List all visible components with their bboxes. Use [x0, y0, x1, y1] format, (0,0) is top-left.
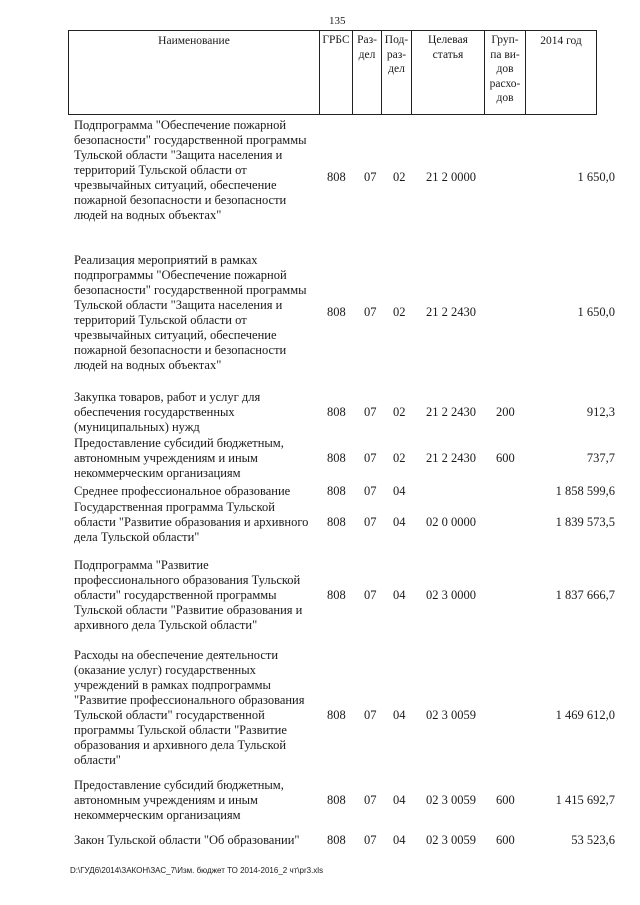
- row-name: Закон Тульской области "Об образовании": [74, 833, 300, 847]
- row-name: Предоставление субсидий бюджетным, автономным учреждениям и иным некоммерческим организациям: [74, 778, 284, 822]
- header-podrazdel: Под- раз- дел: [382, 31, 412, 115]
- row-razdel: 07: [364, 833, 377, 847]
- row-podrazdel: 02: [393, 405, 406, 419]
- row-name: Реализация мероприятий в рамках подпрограммы "Обеспечение пожарной безопасности" государственной программы Тульской области "Защита населения и территорий Тульской области от чрезвычайных ситуаций, обеспечение пожарной безопасности и безопасности людей на водных объектах": [74, 253, 307, 372]
- row-name: Предоставление субсидий бюджетным, автономным учреждениям и иным некоммерческим организациям: [74, 436, 284, 480]
- row-amount: 1 837 666,7: [555, 588, 615, 602]
- row-grbs: 808: [327, 451, 346, 465]
- row-razdel: 07: [364, 708, 377, 722]
- row-podrazdel: 04: [393, 588, 406, 602]
- header-group: Груп- па ви- дов расхо- дов: [485, 31, 526, 115]
- row-name: Расходы на обеспечение деятельности (оказание услуг) государственных учреждений в рамках подпрограммы "Развитие профессионального образования Тульской области" государственной программы Тульской области "Развитие образования и архивного дела Тульской области": [74, 648, 305, 767]
- row-group: 600: [496, 451, 515, 465]
- row-grbs: 808: [327, 515, 346, 529]
- header-grbs: ГРБС: [320, 31, 353, 115]
- row-target: 21 2 2430: [426, 451, 476, 465]
- row-podrazdel: 04: [393, 833, 406, 847]
- row-target: 02 3 0059: [426, 793, 476, 807]
- file-path-footer: D:\ГУД6\2014\ЗАКОН\ЗАС_7\Изм. бюджет ТО 2014-2016_2 чт\pr3.xls: [70, 866, 324, 875]
- table-header: [68, 30, 597, 115]
- row-name: Среднее профессиональное образование: [74, 484, 291, 498]
- row-grbs: 808: [327, 588, 346, 602]
- row-amount: 53 523,6: [571, 833, 615, 847]
- row-podrazdel: 04: [393, 484, 406, 498]
- row-amount: 1 858 599,6: [555, 484, 615, 498]
- row-grbs: 808: [327, 708, 346, 722]
- row-grbs: 808: [327, 305, 346, 319]
- header-year: 2014 год: [526, 31, 597, 115]
- row-razdel: 07: [364, 305, 377, 319]
- row-podrazdel: 02: [393, 305, 406, 319]
- row-name: Закупка товаров, работ и услуг для обеспечения государственных (муниципальных) нужд: [74, 390, 261, 434]
- row-target: 02 0 0000: [426, 515, 476, 529]
- row-amount: 1 650,0: [577, 170, 615, 184]
- row-group: 600: [496, 833, 515, 847]
- row-group: 600: [496, 793, 515, 807]
- row-amount: 912,3: [586, 405, 615, 419]
- row-target: 02 3 0000: [426, 588, 476, 602]
- row-amount: 1 839 573,5: [555, 515, 615, 529]
- row-target: 21 2 2430: [426, 305, 476, 319]
- row-group: 200: [496, 405, 515, 419]
- row-target: 02 3 0059: [426, 833, 476, 847]
- row-grbs: 808: [327, 833, 346, 847]
- header-razdel: Раз- дел: [353, 31, 382, 115]
- row-podrazdel: 04: [393, 793, 406, 807]
- row-razdel: 07: [364, 405, 377, 419]
- row-amount: 737,7: [586, 451, 615, 465]
- header-name: Наименование: [69, 31, 320, 115]
- row-podrazdel: 04: [393, 708, 406, 722]
- row-razdel: 07: [364, 588, 377, 602]
- row-grbs: 808: [327, 405, 346, 419]
- row-target: 02 3 0059: [426, 708, 476, 722]
- page-number: 135: [329, 15, 346, 27]
- row-razdel: 07: [364, 170, 377, 184]
- row-podrazdel: 04: [393, 515, 406, 529]
- row-amount: 1 415 692,7: [555, 793, 615, 807]
- row-target: 21 2 2430: [426, 405, 476, 419]
- row-podrazdel: 02: [393, 451, 406, 465]
- row-razdel: 07: [364, 793, 377, 807]
- row-name: Государственная программа Тульской области "Развитие образования и архивного дела Тульской области": [74, 500, 309, 544]
- row-razdel: 07: [364, 451, 377, 465]
- row-name: Подпрограмма "Обеспечение пожарной безопасности" государственной программы Тульской области "Защита населения и территорий Тульской области от чрезвычайных ситуаций, обеспечение пожарной безопасности и безопасности людей на водных объектах": [74, 118, 307, 222]
- header-target: Целевая статья: [412, 31, 485, 115]
- row-grbs: 808: [327, 170, 346, 184]
- row-razdel: 07: [364, 484, 377, 498]
- row-name: Подпрограмма "Развитие профессионального образования Тульской области" государственной программы Тульской области "Развитие образования и архивного дела Тульской области": [74, 558, 303, 632]
- row-podrazdel: 02: [393, 170, 406, 184]
- row-grbs: 808: [327, 793, 346, 807]
- row-amount: 1 650,0: [577, 305, 615, 319]
- row-razdel: 07: [364, 515, 377, 529]
- row-grbs: 808: [327, 484, 346, 498]
- row-target: 21 2 0000: [426, 170, 476, 184]
- row-amount: 1 469 612,0: [555, 708, 615, 722]
